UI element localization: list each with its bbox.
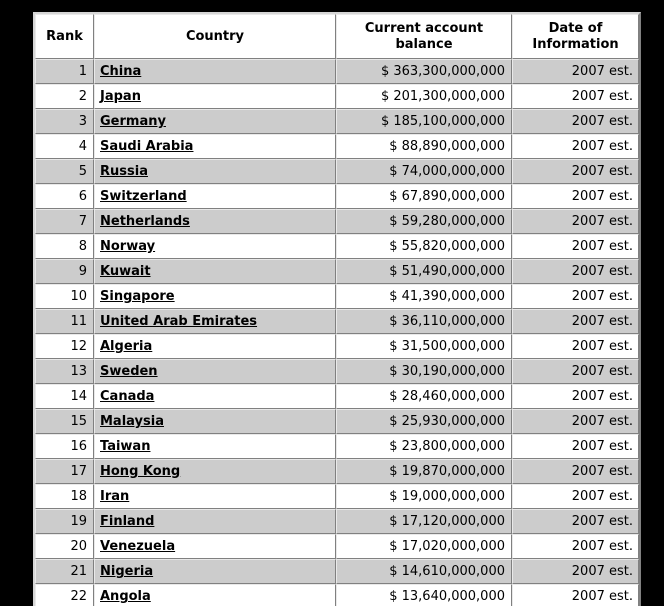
- country-cell: [94, 159, 336, 184]
- country-link[interactable]: Sweden: [100, 364, 158, 379]
- rank-cell: 10: [35, 284, 94, 309]
- table-row: [35, 534, 639, 559]
- country-link[interactable]: Japan: [100, 89, 141, 104]
- table-row: [35, 309, 639, 334]
- balance-cell: $ 23,800,000,000: [336, 434, 512, 459]
- rank-cell: 20: [35, 534, 94, 559]
- country-link[interactable]: Russia: [100, 164, 148, 179]
- table-row: [35, 334, 639, 359]
- country-link[interactable]: United Arab Emirates: [100, 314, 258, 329]
- table-row: [35, 184, 639, 209]
- country-link[interactable]: Nigeria: [100, 564, 154, 579]
- balance-cell: $ 14,610,000,000: [336, 559, 512, 584]
- date-cell: 2007 est.: [512, 484, 639, 509]
- table-row: [35, 509, 639, 534]
- rank-cell: 21: [35, 559, 94, 584]
- table-row: [35, 134, 639, 159]
- col-header-country: Country: [94, 14, 336, 59]
- date-cell: 2007 est.: [512, 534, 639, 559]
- rank-cell: 11: [35, 309, 94, 334]
- country-cell: [94, 534, 336, 559]
- table-row: [35, 434, 639, 459]
- country-cell: [94, 409, 336, 434]
- date-cell: 2007 est.: [512, 359, 639, 384]
- date-cell: 2007 est.: [512, 234, 639, 259]
- balance-cell: $ 41,390,000,000: [336, 284, 512, 309]
- country-rank-table: [33, 12, 641, 606]
- date-cell: 2007 est.: [512, 84, 639, 109]
- date-cell: 2007 est.: [512, 59, 639, 84]
- rank-cell: 18: [35, 484, 94, 509]
- col-header-date: Date of Information: [512, 14, 639, 59]
- country-cell: [94, 509, 336, 534]
- rank-cell: 22: [35, 584, 94, 606]
- col-header-rank: Rank: [35, 14, 94, 59]
- country-link[interactable]: Finland: [100, 514, 155, 529]
- country-cell: [94, 434, 336, 459]
- country-link[interactable]: Singapore: [100, 289, 175, 304]
- rank-cell: 5: [35, 159, 94, 184]
- country-link[interactable]: Taiwan: [100, 439, 151, 454]
- table-row: [35, 109, 639, 134]
- balance-cell: $ 30,190,000,000: [336, 359, 512, 384]
- date-cell: 2007 est.: [512, 209, 639, 234]
- table-row: [35, 259, 639, 284]
- country-link[interactable]: Malaysia: [100, 414, 164, 429]
- date-cell: 2007 est.: [512, 184, 639, 209]
- table-row: [35, 284, 639, 309]
- date-cell: 2007 est.: [512, 259, 639, 284]
- table-row: [35, 384, 639, 409]
- country-cell: [94, 584, 336, 606]
- country-cell: [94, 359, 336, 384]
- balance-cell: $ 88,890,000,000: [336, 134, 512, 159]
- balance-cell: $ 363,300,000,000: [336, 59, 512, 84]
- country-link[interactable]: Angola: [100, 589, 151, 604]
- country-link[interactable]: Germany: [100, 114, 166, 129]
- rank-cell: 4: [35, 134, 94, 159]
- balance-cell: $ 31,500,000,000: [336, 334, 512, 359]
- country-cell: [94, 184, 336, 209]
- table-row: [35, 559, 639, 584]
- rank-cell: 13: [35, 359, 94, 384]
- country-link[interactable]: Iran: [100, 489, 130, 504]
- table-row: [35, 409, 639, 434]
- rank-cell: 16: [35, 434, 94, 459]
- rank-cell: 2: [35, 84, 94, 109]
- balance-cell: $ 25,930,000,000: [336, 409, 512, 434]
- balance-cell: $ 13,640,000,000: [336, 584, 512, 606]
- country-cell: [94, 384, 336, 409]
- country-cell: [94, 209, 336, 234]
- date-cell: 2007 est.: [512, 159, 639, 184]
- country-cell: [94, 234, 336, 259]
- country-link[interactable]: Switzerland: [100, 189, 187, 204]
- country-cell: [94, 84, 336, 109]
- balance-cell: $ 19,000,000,000: [336, 484, 512, 509]
- rank-cell: 9: [35, 259, 94, 284]
- country-link[interactable]: Saudi Arabia: [100, 139, 194, 154]
- table-row: [35, 359, 639, 384]
- country-link[interactable]: Canada: [100, 389, 155, 404]
- balance-cell: $ 36,110,000,000: [336, 309, 512, 334]
- country-cell: [94, 59, 336, 84]
- country-cell: [94, 559, 336, 584]
- country-link[interactable]: Norway: [100, 239, 156, 254]
- table-row: [35, 234, 639, 259]
- balance-cell: $ 55,820,000,000: [336, 234, 512, 259]
- rank-cell: 3: [35, 109, 94, 134]
- rank-cell: 1: [35, 59, 94, 84]
- table-row: [35, 159, 639, 184]
- rank-cell: 19: [35, 509, 94, 534]
- date-cell: 2007 est.: [512, 584, 639, 606]
- date-cell: 2007 est.: [512, 284, 639, 309]
- date-cell: 2007 est.: [512, 334, 639, 359]
- country-link[interactable]: Hong Kong: [100, 464, 181, 479]
- country-cell: [94, 109, 336, 134]
- balance-cell: $ 201,300,000,000: [336, 84, 512, 109]
- country-link[interactable]: Netherlands: [100, 214, 190, 229]
- country-cell: [94, 134, 336, 159]
- table-row: [35, 84, 639, 109]
- balance-cell: $ 67,890,000,000: [336, 184, 512, 209]
- col-header-balance: Current account balance: [336, 14, 512, 59]
- date-cell: 2007 est.: [512, 459, 639, 484]
- rank-cell: 14: [35, 384, 94, 409]
- balance-cell: $ 19,870,000,000: [336, 459, 512, 484]
- table-row: [35, 484, 639, 509]
- country-cell: [94, 334, 336, 359]
- date-cell: 2007 est.: [512, 134, 639, 159]
- date-cell: 2007 est.: [512, 109, 639, 134]
- balance-cell: $ 17,120,000,000: [336, 509, 512, 534]
- header-row: [35, 14, 639, 59]
- country-cell: [94, 259, 336, 284]
- date-cell: 2007 est.: [512, 384, 639, 409]
- table-row: [35, 209, 639, 234]
- date-cell: 2007 est.: [512, 509, 639, 534]
- date-cell: 2007 est.: [512, 434, 639, 459]
- rank-cell: 15: [35, 409, 94, 434]
- table-row: [35, 459, 639, 484]
- date-cell: 2007 est.: [512, 309, 639, 334]
- country-link[interactable]: China: [100, 64, 142, 79]
- rank-cell: 6: [35, 184, 94, 209]
- balance-cell: $ 59,280,000,000: [336, 209, 512, 234]
- table-row: [35, 59, 639, 84]
- balance-cell: $ 28,460,000,000: [336, 384, 512, 409]
- country-link[interactable]: Kuwait: [100, 264, 151, 279]
- country-cell: [94, 309, 336, 334]
- balance-cell: $ 74,000,000,000: [336, 159, 512, 184]
- country-cell: [94, 484, 336, 509]
- rank-cell: 7: [35, 209, 94, 234]
- balance-cell: $ 51,490,000,000: [336, 259, 512, 284]
- table-row: [35, 584, 639, 606]
- country-link[interactable]: Algeria: [100, 339, 153, 354]
- date-cell: 2007 est.: [512, 409, 639, 434]
- rank-cell: 8: [35, 234, 94, 259]
- rank-cell: 17: [35, 459, 94, 484]
- balance-cell: $ 185,100,000,000: [336, 109, 512, 134]
- date-cell: 2007 est.: [512, 559, 639, 584]
- country-cell: [94, 284, 336, 309]
- country-link[interactable]: Venezuela: [100, 539, 176, 554]
- rank-cell: 12: [35, 334, 94, 359]
- country-cell: [94, 459, 336, 484]
- balance-cell: $ 17,020,000,000: [336, 534, 512, 559]
